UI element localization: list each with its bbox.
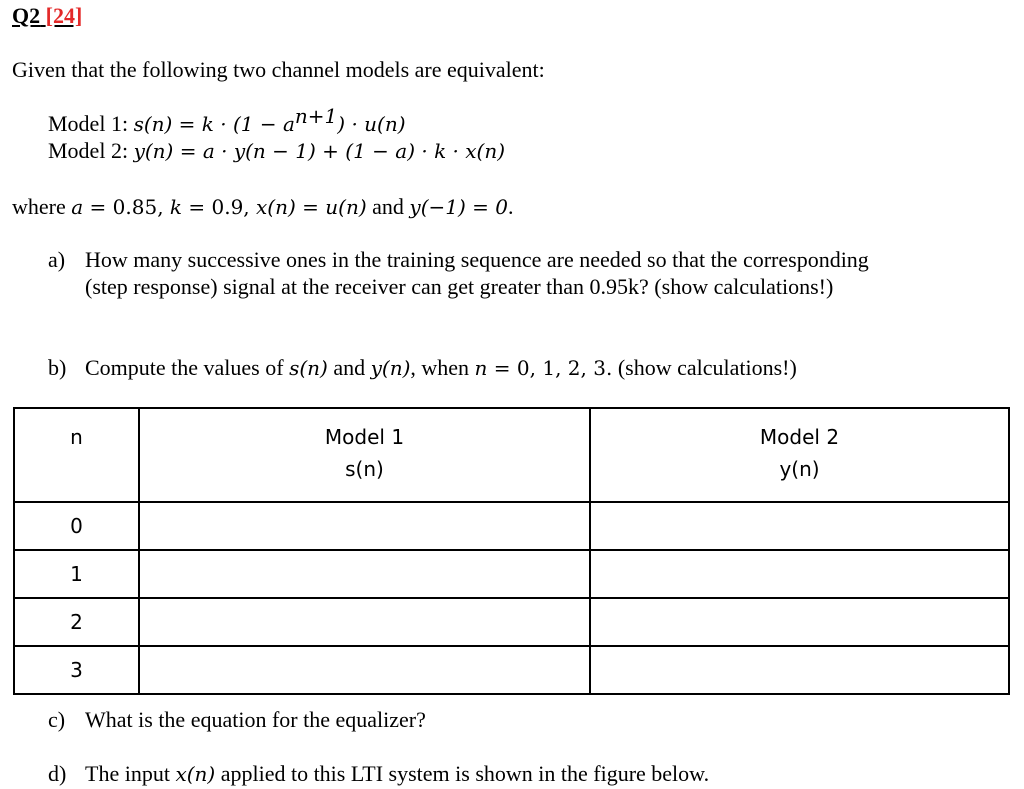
- part-b-text: [85, 357, 797, 379]
- row-n-value: 0: [14, 502, 139, 550]
- where-prefix: where: [12, 194, 72, 219]
- part-b-y-symbol: y(n): [370, 356, 411, 380]
- part-b-n-values: = 0, 1, 2, 3.: [487, 356, 613, 380]
- table-row: [14, 646, 1009, 694]
- header-model-2-symbol: y(n): [779, 457, 820, 481]
- part-b-text-2: and: [327, 355, 371, 380]
- question-title: [12, 5, 82, 27]
- header-model-2: [590, 408, 1009, 502]
- question-number: Q2: [12, 3, 41, 28]
- where-clause: [12, 196, 514, 218]
- part-b-text-1: Compute the values of: [85, 355, 290, 380]
- input-definition: x(n) = u(n): [256, 195, 367, 219]
- model-2-label: Model 2:: [48, 138, 129, 163]
- table-header-row: [14, 408, 1009, 502]
- table-row: [14, 550, 1009, 598]
- part-c-label: c): [48, 707, 66, 732]
- part-a-line-2: (step response) signal at the receiver can get greater than 0.95k? (show calculations!): [85, 274, 834, 299]
- header-n: n: [14, 408, 139, 502]
- param-a-symbol: a: [71, 195, 84, 219]
- model-1-lhs: s(n) = k · (1 − a: [133, 112, 295, 136]
- where-end: .: [508, 194, 514, 219]
- header-model-1-symbol: s(n): [345, 457, 384, 481]
- model-1-label: Model 1:: [48, 111, 129, 136]
- answer-cell-y[interactable]: [590, 502, 1009, 550]
- answer-cell-s[interactable]: [139, 646, 590, 694]
- model-2-formula: y(n) = a · y(n − 1) + (1 − a) · k · x(n): [133, 139, 506, 163]
- part-d-text-2: applied to this LTI system is shown in the figure below.: [215, 761, 710, 786]
- header-model-2-title: Model 2: [759, 425, 840, 449]
- model-1-rhs: ) · u(n): [337, 112, 406, 136]
- param-k-value: = 0.9,: [182, 195, 257, 219]
- part-d-text-1: The input: [85, 761, 176, 786]
- question-marks: [24]: [45, 3, 83, 28]
- row-n-value: 1: [14, 550, 139, 598]
- results-table: [13, 407, 1010, 695]
- answer-cell-s[interactable]: [139, 598, 590, 646]
- answer-cell-y[interactable]: [590, 646, 1009, 694]
- answer-cell-s[interactable]: [139, 502, 590, 550]
- model-2-equation: [48, 140, 505, 162]
- table-row: [14, 502, 1009, 550]
- table-row: [14, 598, 1009, 646]
- part-c-text: What is the equation for the equalizer?: [85, 707, 426, 732]
- row-n-value: 3: [14, 646, 139, 694]
- row-n-value: 2: [14, 598, 139, 646]
- header-model-1-title: Model 1: [324, 425, 405, 449]
- part-a-line-1: How many successive ones in the training sequence are needed so that the corresponding: [85, 247, 869, 272]
- model-1-exponent: n+1: [294, 104, 338, 128]
- model-1-equation: [48, 104, 406, 136]
- part-b-s-symbol: s(n): [289, 356, 328, 380]
- part-d-x-symbol: x(n): [175, 762, 216, 786]
- param-a-value: = 0.85,: [83, 195, 170, 219]
- where-and: and: [366, 194, 410, 219]
- part-b-text-3: , when: [410, 355, 475, 380]
- answer-cell-y[interactable]: [590, 550, 1009, 598]
- part-d-text: [85, 763, 709, 785]
- header-model-1: [139, 408, 590, 502]
- part-b-text-4: (show calculations!): [612, 355, 797, 380]
- part-d-label: d): [48, 761, 67, 786]
- answer-cell-s[interactable]: [139, 550, 590, 598]
- param-k-symbol: k: [169, 195, 183, 219]
- part-b-label: b): [48, 355, 67, 380]
- answer-cell-y[interactable]: [590, 598, 1009, 646]
- part-a-label: a): [48, 247, 66, 272]
- part-b-n-symbol: n: [474, 356, 488, 380]
- initial-condition: y(−1) = 0: [409, 195, 508, 219]
- intro-text: Given that the following two channel models are equivalent:: [12, 57, 545, 82]
